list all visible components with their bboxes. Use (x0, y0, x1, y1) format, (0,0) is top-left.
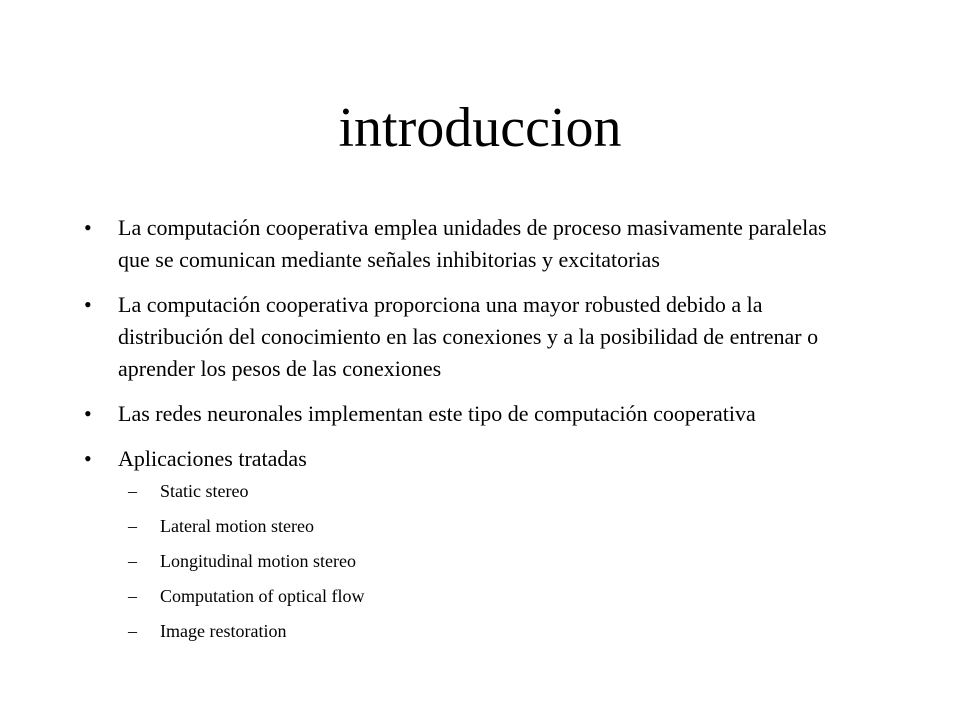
dash-icon: – (128, 551, 137, 571)
sub-item (118, 549, 860, 573)
bullet-list (0, 212, 960, 656)
sub-item-text: Longitudinal motion stereo (160, 551, 356, 571)
bullet-item (0, 289, 960, 385)
bullet-item (0, 398, 960, 430)
dash-icon: – (128, 516, 137, 536)
dash-icon: – (128, 621, 137, 641)
slide-title: introduccion (338, 97, 622, 159)
sub-item (118, 619, 860, 643)
bullet-icon: • (84, 401, 92, 426)
bullet-text: Las redes neuronales implementan este tipo de computación cooperativa (118, 401, 756, 426)
sub-item-text: Static stereo (160, 481, 249, 501)
sub-item-text: Lateral motion stereo (160, 516, 314, 536)
sub-item-text: Image restoration (160, 621, 287, 641)
bullet-text: La computación cooperativa emplea unidades de proceso masivamente paralelas que se comunican mediante señales inhibitorias y excitatorias (118, 215, 827, 272)
sub-list (118, 479, 860, 643)
dash-icon: – (128, 481, 137, 501)
bullet-icon: • (84, 446, 92, 471)
bullet-icon: • (84, 292, 92, 317)
sub-item (118, 584, 860, 608)
bullet-item (0, 443, 960, 643)
sub-item (118, 479, 860, 503)
bullet-icon: • (84, 215, 92, 240)
bullet-item (0, 212, 960, 276)
sub-item-text: Computation of optical flow (160, 586, 365, 606)
sub-item (118, 514, 860, 538)
bullet-text: Aplicaciones tratadas (118, 446, 307, 471)
bullet-text: La computación cooperativa proporciona una mayor robusted debido a la distribución del conocimiento en las conexiones y a la posibilidad de entrenar o aprender los pesos de las conexiones (118, 292, 819, 381)
dash-icon: – (128, 586, 137, 606)
